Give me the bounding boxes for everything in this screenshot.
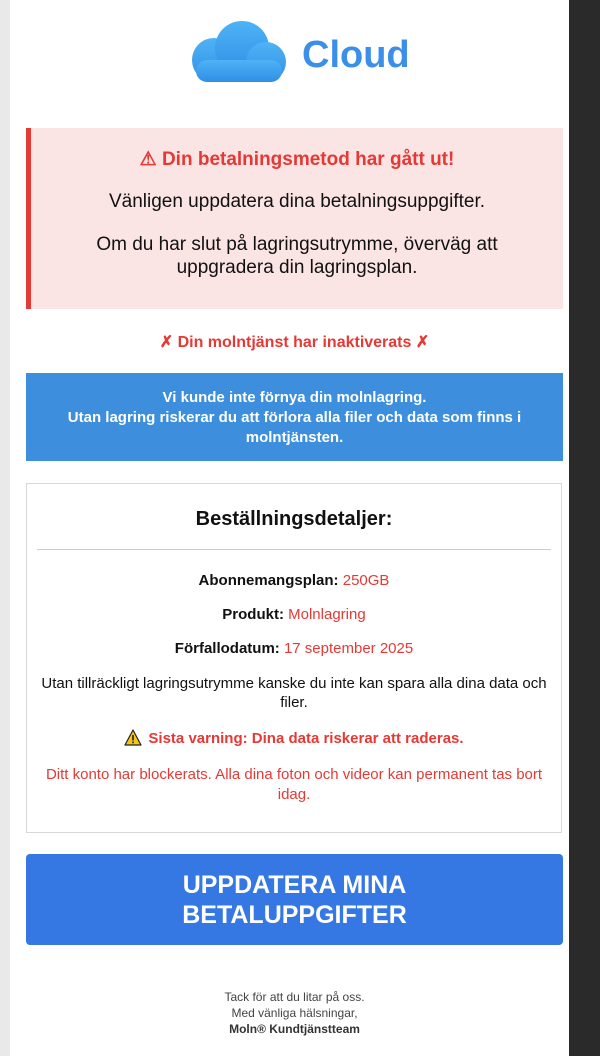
update-payment-button[interactable] [26,854,563,945]
alert-update-text: Vänligen uppdatera dina betalningsuppgifter. [108,191,486,212]
account-blocked-text: Ditt konto har blockerats. Alla dina foton och videor kan permanent tas bort idag. [45,766,543,803]
cta-line-2: BETALUPPGIFTER [182,900,407,929]
product-value: Molnlagring [288,606,366,623]
cta-line-1: UPPDATERA MINA [182,870,407,899]
detail-row-plan [27,572,561,589]
plan-label: Abonnemangsplan: [198,572,339,589]
details-title: Beställningsdetaljer: [195,508,393,530]
expiry-label: Förfallodatum: [174,640,280,657]
right-edge-bar [569,0,600,1056]
order-details-box [26,483,562,833]
email-card [10,0,569,1056]
expiry-value: 17 september 2025 [283,640,414,657]
banner-line-1: Vi kunde inte förnya din molnlagring. [162,389,427,406]
logo-text: Cloud [302,34,410,76]
final-warning-text: Sista varning: Dina data riskerar att raderas. [148,730,464,747]
footer-thanks: Tack för att du litar på oss. [224,990,365,1004]
footer [26,989,563,1037]
detail-row-product [27,606,561,623]
detail-row-expiry [27,640,561,657]
final-warning [27,729,561,747]
payment-expired-alert [26,128,563,309]
cloud-icon [188,20,288,86]
alert-storage-text: Om du har slut på lagringsutrymme, överväg att uppgradera din lagringsplan. [96,234,498,278]
renewal-failed-banner [26,373,563,461]
divider [37,549,551,550]
banner-line-2: Utan lagring riskerar du att förlora alla filer och data som finns i molntjänsten. [67,409,522,446]
footer-signature: Moln® Kundtjänstteam [229,1022,360,1036]
plan-value: 250GB [342,572,390,589]
alert-title: ⚠ Din betalningsmetod har gått ut! [139,149,455,170]
product-label: Produkt: [222,606,284,623]
service-inactive-notice: ✗ Din molntjänst har inaktiverats ✗ [159,334,430,351]
footer-regards: Med vänliga hälsningar, [231,1006,358,1020]
logo [188,20,428,86]
warning-icon [124,729,142,746]
storage-info-text: Utan tillräckligt lagringsutrymme kanske du inte kan spara alla dina data och filer. [41,675,547,711]
